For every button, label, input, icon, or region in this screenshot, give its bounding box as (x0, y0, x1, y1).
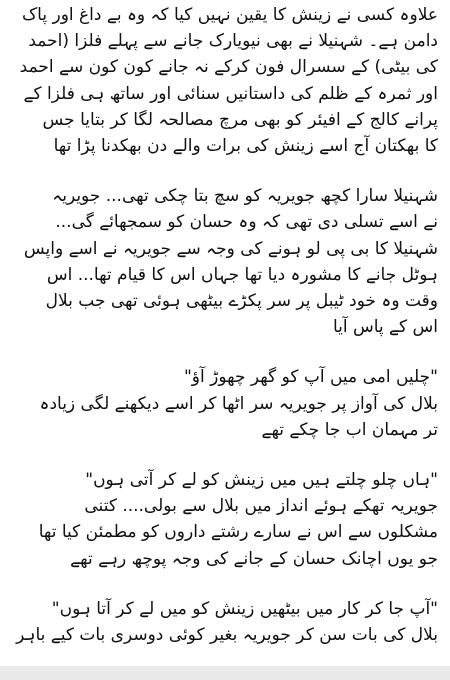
text-line: "ہاں چلو چلتے ہیں میں زینش کو لے کر آتی ہوں" (85, 470, 438, 491)
paragraph-2 (14, 183, 438, 340)
text-line: "آپ جا کر کار میں بیٹھیں زینش کو میں لے کر آتا ہوں" (51, 598, 438, 619)
paragraph-4 (14, 467, 438, 572)
text-line: جو یوں اچانک حسان کے جانے کی وجہ پوچھ رہے تھے (70, 548, 438, 569)
text-line: مشکلوں سے اس نے سارے رشتے داروں کو مطمئن کیا تھا (38, 522, 438, 543)
text-line: اور ثمرہ کے ظلم کی داستانیں سنائی اور ساتھ ہی فلزا کے (23, 83, 438, 104)
paragraph-1 (14, 2, 438, 159)
text-line: شہنیلا سارا کچھ جویریہ کو سچ بتا چکی تھی... جویریہ (52, 186, 438, 207)
text-line: علاوہ کسی نے زینش کا یقین نہیں کیا کہ وہ بے داغ اور پاک (21, 5, 438, 25)
text-line: بلال کی آواز پر جویریہ سر اٹھا کر اسے دیکھنے لگی زیادہ (39, 393, 438, 414)
text-line: نے اسے تسلی دی تھی کہ وہ حسان کو سمجھائے گی... (55, 212, 438, 233)
text-line: ہوٹل جانے کا مشورہ دیا تھا جہاں اس کا قیام تھا... اس (46, 264, 438, 285)
text-line: تر مہمان اب جا چکے تھے (261, 419, 438, 440)
text-line: اس کے پاس آیا (332, 317, 438, 338)
text-line: جویریہ تھکے ہوئے انداز میں بلال سے بولی.... کتنی (84, 496, 438, 517)
bottom-bar (0, 666, 450, 680)
text-line: پرانے کالج کے افیئر کو بھی مرچ مصالحہ لگا کر بتایا جس (42, 109, 438, 130)
paragraph-3 (14, 364, 438, 443)
text-line: کا بھکتان آج اسے زینش کی برات والے دن بھکدنا پڑا تھا (53, 136, 438, 157)
text-line: "چلیں امی میں آپ کو گھر چھوڑ آؤ" (183, 367, 438, 388)
text-line: وقت وہ خود ٹیبل پر سر پکڑے بیٹھی ہوئی تھی جب بلال (45, 291, 438, 312)
text-line: کی بیٹی) کے سسرال فون کرکے نہ جانے کون کون سے احمد (19, 57, 438, 78)
text-line: دامن ہے۔ شہنیلا نے بھی نیویارک جانے سے پہلے فلزا (احمد (28, 31, 438, 52)
text-line: شہنیلا کا بی پی لو ہونے کی وجہ سے جویریہ نے اسے واپس (23, 238, 438, 259)
text-line: بلال کی بات سن کر جویریہ بغیر کوئی دوسری بات کیے باہر (16, 625, 438, 646)
paragraph-5 (14, 596, 438, 648)
